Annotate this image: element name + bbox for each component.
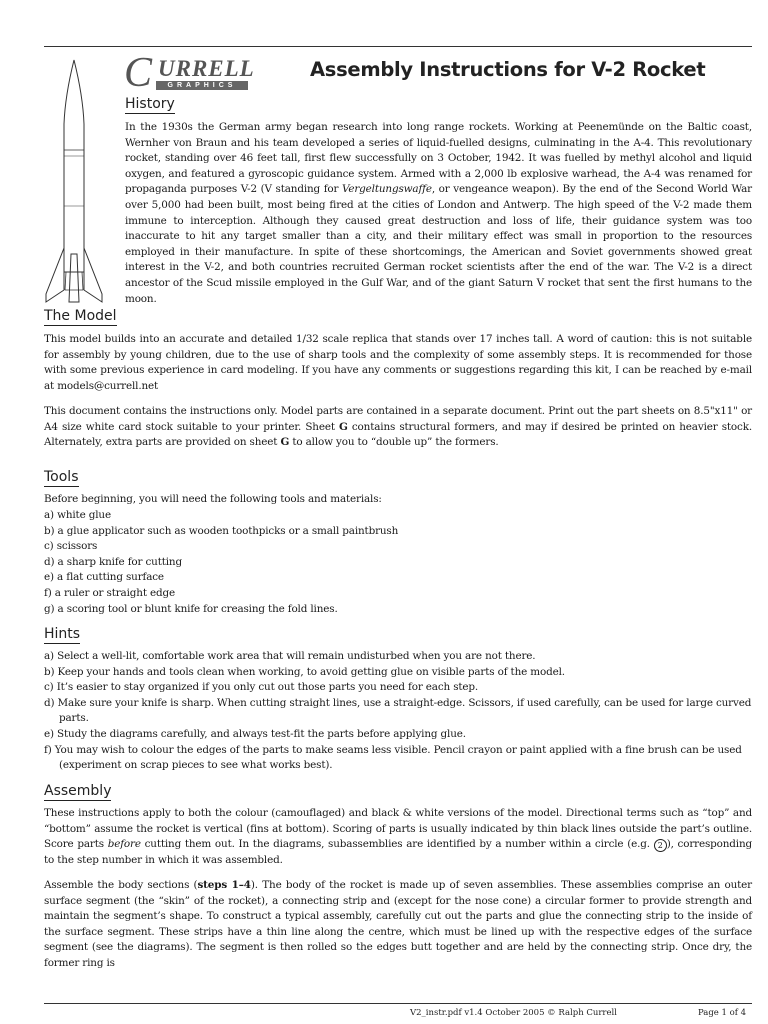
page-title: Assembly Instructions for V-2 Rocket (310, 58, 706, 81)
model-paragraph-2: This document contains the instructions only. Model parts are contained in a separate document. Print out the part sheets on 8.5"x11" or A4 size white card stock suitable to your printer. Sheet G contains structural formers, and may if desired be printed on heavier stock. Alternately, extra parts are provided on sheet G to allow you to “double up” the formers. (44, 405, 752, 449)
history-heading: History (125, 96, 175, 112)
model-paragraph-1: This model builds into an accurate and detailed 1/32 scale replica that stands over 17 inches tall. A word of caution: this is not suitable for assembly by young children, due to the use of sharp tools and the complexity of some assembly steps. It is recommended for those with some previous experience in card modeling. If you have any comments or suggestions regarding this kit, I can be reached by e-mail at models@currell.net (44, 333, 752, 392)
list-item: a) Select a well-lit, comfortable work area that will remain undisturbed when you are not there. (44, 650, 536, 662)
list-item: e) Study the diagrams carefully, and always test-fit the parts before applying glue. (44, 727, 466, 740)
top-rule (44, 46, 752, 47)
assembly-paragraph-2: Assemble the body sections (steps 1–4). The body of the rocket is made up of seven assemblies. These assemblies comprise an outer surface segment (the “skin” of the rocket), a connecting strip and (except for the nose cone) a circular former to provide strength and maintain the segment’s shape. To construct a typical assembly, carefully cut out the parts and glue the connecting strip to the inside of the surface segment. These strips have a thin line along the centre, which must be lined up with the respective edges of the surface segment (see the diagrams). The segment is then rolled so the edges butt together and are held by the connecting strip. Once dry, the former ring is (44, 879, 752, 969)
v2-rocket-illustration (38, 58, 110, 304)
assembly-heading: Assembly (44, 783, 112, 799)
tools-heading: Tools (44, 469, 79, 485)
list-item: c) scissors (44, 540, 98, 553)
step-number-circle: 2 (654, 839, 667, 852)
list-item: f) You may wish to colour the edges of the parts to make seams less visible. Pencil crayon or paint applied with a fine brush can be used (experiment on scrap pieces to see what works best). (44, 743, 742, 772)
list-item: b) a glue applicator such as wooden toothpicks or a small paintbrush (44, 524, 399, 537)
list-item: f) a ruler or straight edge (44, 586, 175, 599)
footer-info: V2_instr.pdf v1.4 October 2005 © Ralph Currell (410, 1008, 617, 1018)
page-number: Page 1 of 4 (697, 1008, 746, 1018)
hints-heading: Hints (44, 626, 81, 642)
hints-list (44, 649, 752, 774)
model-heading: The Model (44, 308, 117, 324)
tools-intro: Before beginning, you will need the following tools and materials: (44, 493, 382, 505)
list-item: c) It’s easier to stay organized if you only cut out those parts you need for each step. (44, 681, 479, 694)
footer-rule (44, 1003, 752, 1004)
list-item: b) Keep your hands and tools clean when working, to avoid getting glue on visible parts of the model. (44, 665, 565, 678)
list-item: e) a flat cutting surface (44, 571, 164, 584)
tools-list (44, 508, 752, 617)
list-item: g) a scoring tool or blunt knife for creasing the fold lines. (44, 602, 338, 615)
assembly-paragraph-1: These instructions apply to both the colour (camouflaged) and black & white versions of the model. Directional terms such as “top” and “bottom” assume the rocket is vertical (fins at bottom). Scoring of parts is usually indicated by thin black lines outside the part’s outline. Score parts before cutting them out. In the diagrams, subassemblies are identified by a number within a circle (e.g. 2 ), corresponding to the step number in which it was assembled. (44, 807, 752, 866)
list-item: d) Make sure your knife is sharp. When cutting straight lines, use a straight-edge. Scissors, if used carefully, can be used for large curved parts. (44, 696, 752, 725)
list-item: a) white glue (44, 509, 111, 521)
currell-graphics-logo: C URRELL GRAPHICS (124, 50, 255, 96)
history-paragraph: In the 1930s the German army began research into long range rockets. Working at Peenemünde on the Baltic coast, Wernher von Braun and his team developed a series of liquid-fuelled designs, culminating in the A-4. This revolutionary rocket, standing over 46 feet tall, first flew successfully on 3 October, 1942. It was fuelled by methyl alcohol and liquid oxygen, and featured a gyroscopic guidance system. Armed with a 2,000 lb explosive warhead, the A-4 was renamed for propaganda purposes V-2 (V standing for Vergeltungswaffe, or vengeance weapon). By the end of the Second World War over 5,000 had been built, most being fired at the cities of London and Antwerp. The high speed of the V-2 made them immune to interception. Although they caused great destruction and loss of life, their guidance system was too inaccurate to hit any target smaller than a city, and their military effect was small in proportion to the resources employed in their manufacture. In spite of these shortcomings, the American and Soviet governments showed great interest in the V-2, and both countries recruited German rocket scientists after the end of the war. The V-2 is a direct ancestor of the Scud missile employed in the Gulf War, and of the giant Saturn V rocket that sent the first humans to the moon. (125, 121, 752, 305)
list-item: d) a sharp knife for cutting (44, 555, 182, 568)
